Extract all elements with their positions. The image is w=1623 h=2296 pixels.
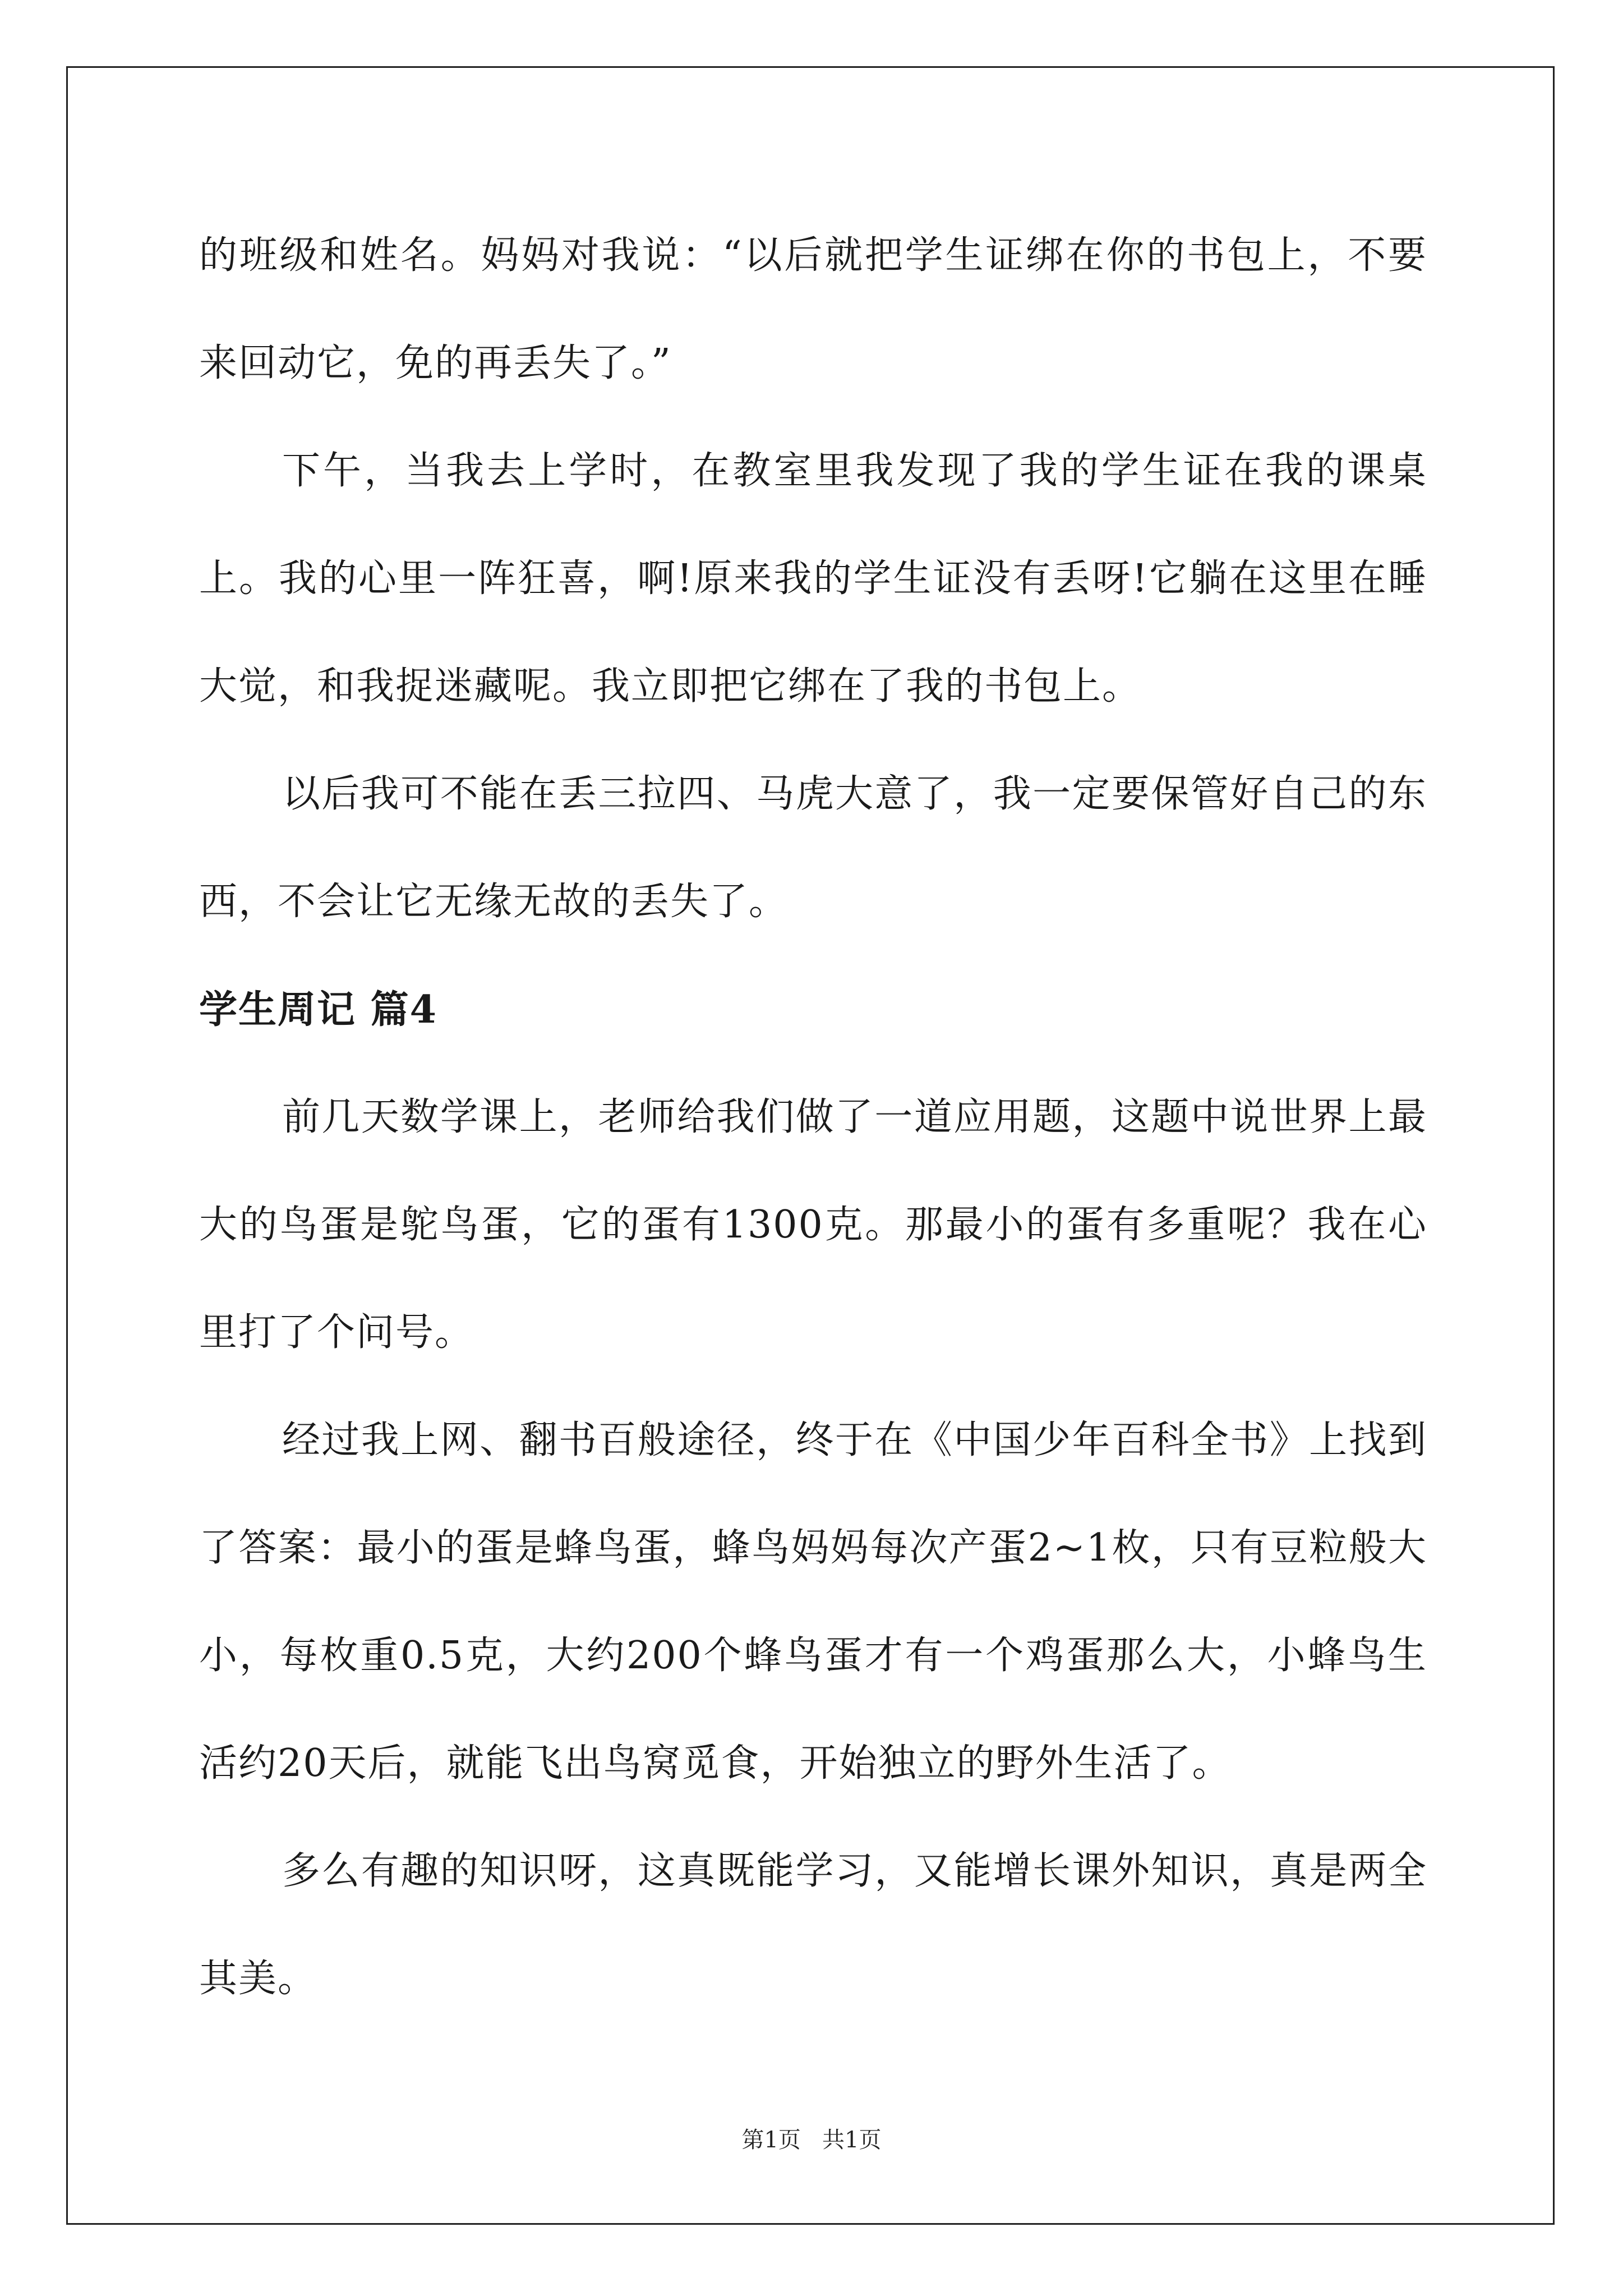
- section-title: 学生周记 篇4: [199, 987, 437, 1032]
- paragraph: 以后我可不能在丢三拉四、马虎大意了，我一定要保管好自己的东西，不会让它无缘无故的丢失了。: [199, 772, 1427, 924]
- page-number: 第1页 共1页: [741, 2127, 882, 2153]
- paragraph: 下午，当我去上学时，在教室里我发现了我的学生证在我的课桌上。我的心里一阵狂喜，啊!原来我的学生证没有丢呀!它躺在这里在睡大觉，和我捉迷藏呢。我立即把它绑在了我的书包上。: [199, 449, 1427, 708]
- paragraph: 多么有趣的知识呀，这真既能学习，又能增长课外知识，真是两全其美。: [199, 1849, 1427, 2001]
- paragraph: 经过我上网、翻书百般途径，终于在《中国少年百科全书》上找到了答案：最小的蛋是蜂鸟蛋，蜂鸟妈妈每次产蛋2~1枚，只有豆粒般大小，每枚重0.5克，大约200个蜂鸟蛋才有一个鸡蛋那么大，小蜂鸟生活约20天后，就能飞出鸟窝觅食，开始独立的野外生活了。: [199, 1418, 1427, 1786]
- paragraph: 的班级和姓名。妈妈对我说：“以后就把学生证绑在你的书包上，不要来回动它，免的再丢失了。”: [199, 233, 1427, 385]
- paragraph: 前几天数学课上，老师给我们做了一道应用题，这题中说世界上最大的鸟蛋是鸵鸟蛋，它的蛋有1300克。那最小的蛋有多重呢？我在心里打了个问号。: [199, 1095, 1427, 1355]
- document-body: [199, 202, 1427, 2033]
